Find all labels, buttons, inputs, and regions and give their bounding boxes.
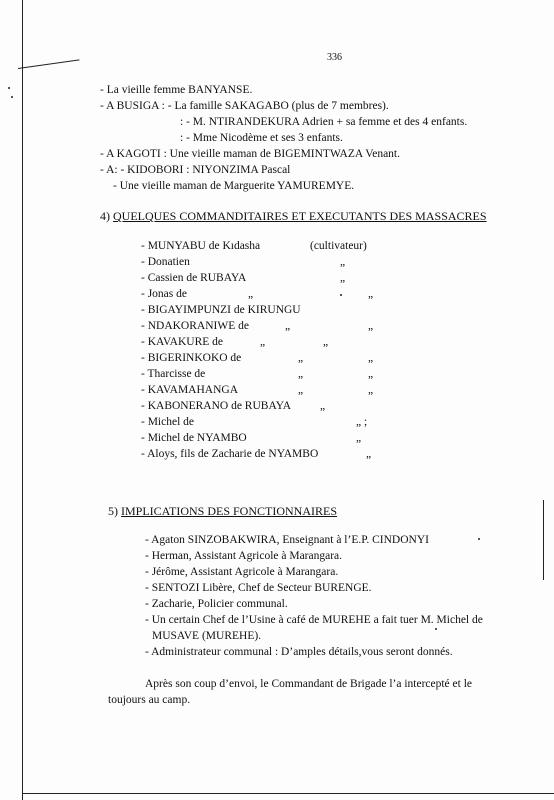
section-4-number: 4) [100,209,110,223]
top-left-scan-mark [18,59,80,69]
section-4-heading [100,210,487,223]
intro-line: - La vieille femme BANYANSE. [100,84,253,96]
intro-line: - A KAGOTI : Une vieille maman de BIGEMINTWAZA Venant. [100,148,401,160]
list-item: - SENTOZI Libère, Chef de Secteur BURENGE. [145,582,372,594]
list-item: - Donatien [141,256,190,268]
list-item: - NDAKORANIWE de [141,320,249,332]
list-item: - BIGERINKOKO de [141,352,242,364]
list-item-note: „ [366,448,372,460]
left-scan-border [22,0,23,800]
list-item-note: „ [248,288,254,300]
right-scan-mark [543,500,544,580]
list-item: - Jérôme, Assistant Agricole à Marangara. [145,566,339,578]
section-5-title: IMPLICATIONS DES FONCTIONNAIRES [121,504,338,518]
list-item: - Michel de NYAMBO [141,432,247,444]
list-item-continuation: MUSAVE (MUREHE). [152,630,262,642]
list-item-note: „ [368,384,374,396]
section-5-number: 5) [108,504,118,518]
list-item: - KAVAKURE de [141,336,223,348]
scan-speck [8,87,10,89]
bottom-scan-border [22,793,554,794]
list-item: - Herman, Assistant Agricole à Marangara. [145,550,343,562]
list-item-note: „ [298,368,304,380]
list-item: - KAVAMAHANGA [141,384,239,396]
list-item-note: „ [340,256,346,268]
closing-paragraph-line: toujours au camp. [108,694,191,706]
intro-line: - Une vieille maman de Marguerite YAMUREMYE. [113,180,355,192]
list-item-note: „ [368,368,374,380]
list-item-note: „ [356,432,362,444]
list-item: - Zacharie, Policier communal. [145,598,288,610]
list-item-note: „ [298,384,304,396]
list-item-note: „ [368,288,374,300]
page-number: 336 [327,52,342,63]
list-item: - KABONERANO de RUBAYA [141,400,292,412]
scan-speck [435,628,437,630]
section-5-heading [108,505,337,518]
list-item: - MUNYABU de Kıdasha [141,240,261,252]
list-item-note: „ [320,400,326,412]
list-item-note: „ [340,272,346,284]
list-item-note: „ [368,352,374,364]
list-item: - Administrateur communal : D’amples détails,vous seront donnés. [145,646,453,658]
list-item-note: (cultivateur) [310,240,367,252]
list-item: - Aloys, fils de Zacharie de NYAMBO [141,448,319,460]
list-item-note: „ [298,352,304,364]
list-item: - Michel de [141,416,195,428]
list-item-note: „ [260,336,266,348]
scan-speck [340,294,342,296]
section-4-title: QUELQUES COMMANDITAIRES ET EXECUTANTS DES MASSACRES [113,209,487,223]
intro-line: : - M. NTIRANDEKURA Adrien + sa femme et des 4 enfants. [180,116,468,128]
list-item: - Un certain Chef de l’Usine à café de MUREHE a fait tuer M. Michel de [145,614,483,626]
list-item: - Jonas de [141,288,187,300]
closing-paragraph-line: Après son coup d’envoi, le Commandant de Brigade l’a intercepté et le [145,678,473,690]
list-item-note: „ [368,320,374,332]
scan-speck [478,538,480,540]
intro-line: - A: - KIDOBORI : NIYONZIMA Pascal [100,164,291,176]
intro-line: : - Mme Nicodème et ses 3 enfants. [180,132,343,144]
list-item: - Tharcisse de [141,368,206,380]
list-item: - Cassien de RUBAYA [141,272,247,284]
list-item-note: „ [323,336,329,348]
list-item: - Agaton SINZOBAKWIRA, Enseignant à l’E.P. CINDONYI [145,534,429,546]
list-item-note: „ ; [356,416,368,428]
intro-line: - A BUSIGA : - La famille SAKAGABO (plus de 7 membres). [100,100,389,112]
list-item: - BIGAYIMPUNZI de KIRUNGU [141,304,301,316]
scan-speck [11,96,13,98]
list-item-note: „ [285,320,291,332]
